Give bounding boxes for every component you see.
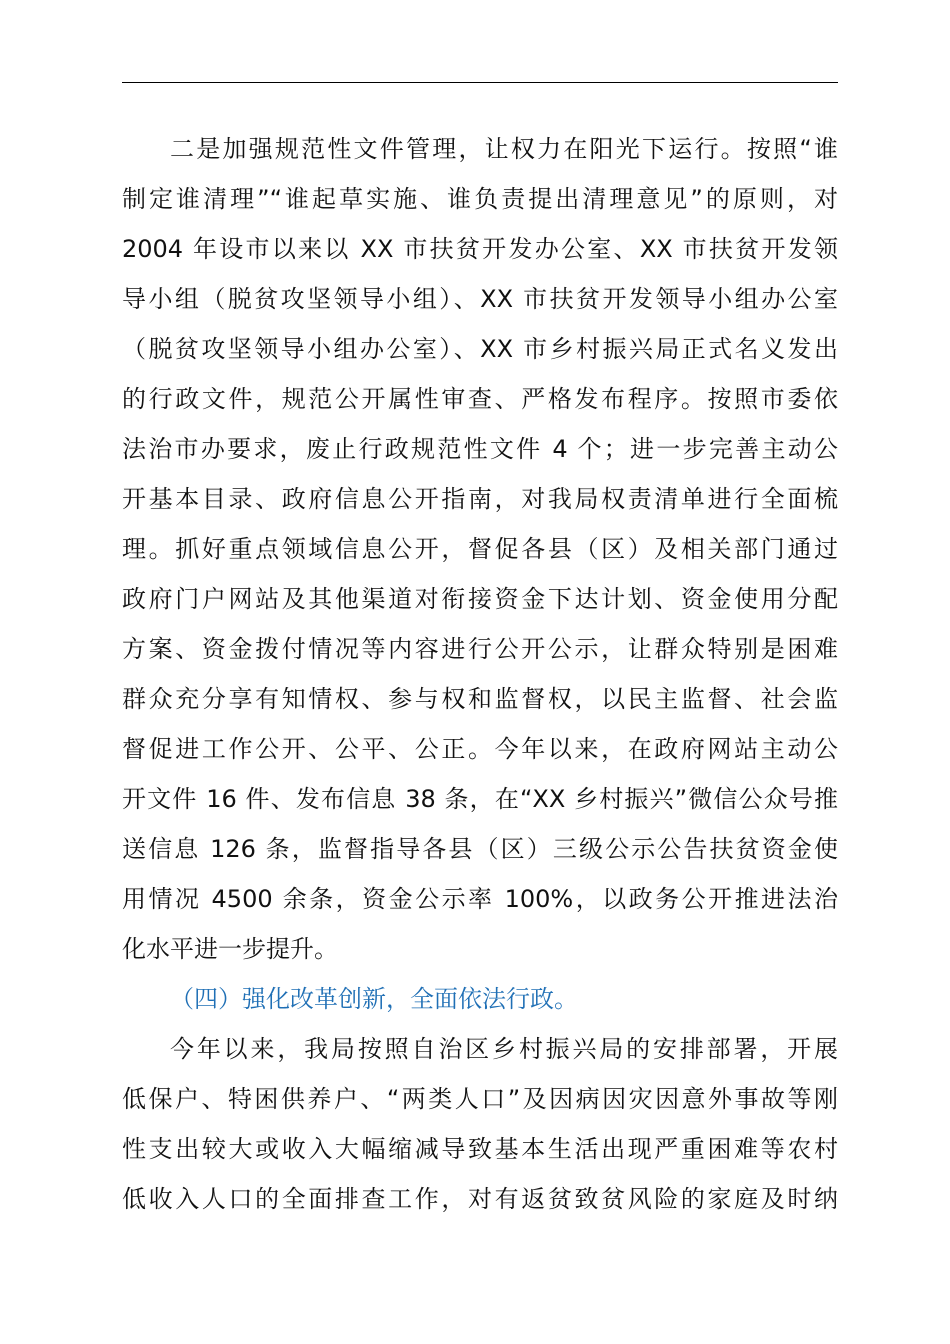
text-line: 性支出较大或收入大幅缩减导致基本生活出现严重困难等农村: [122, 1135, 838, 1163]
text-line: 的行政文件，规范公开属性审查、严格发布程序。按照市委依: [122, 385, 838, 413]
text-line: 导小组（脱贫攻坚领导小组）、XX 市扶贫开发领导小组办公室: [122, 285, 838, 313]
text-line: 送信息 126 条，监督指导各县（区）三级公示公告扶贫资金使: [122, 835, 838, 863]
text-line: 2004 年设市以来以 XX 市扶贫开发办公室、XX 市扶贫开发领: [122, 235, 838, 263]
text-line: 开基本目录、政府信息公开指南，对我局权责清单进行全面梳: [122, 485, 838, 513]
text-line: 今年以来，我局按照自治区乡村振兴局的安排部署，开展: [170, 1035, 838, 1063]
text-line: 方案、资金拨付情况等内容进行公开公示，让群众特别是困难: [122, 635, 838, 663]
text-line: 理。抓好重点领域信息公开，督促各县（区）及相关部门通过: [122, 535, 838, 563]
text-line: 政府门户网站及其他渠道对衔接资金下达计划、资金使用分配: [122, 585, 838, 613]
text-line: 开文件 16 件、发布信息 38 条，在“XX 乡村振兴”微信公众号推: [122, 785, 838, 813]
text-line: 低保户、特困供养户、“两类人口”及因病因灾因意外事故等刚: [122, 1085, 838, 1113]
text-line: 制定谁清理”“谁起草实施、谁负责提出清理意见”的原则，对: [122, 185, 838, 213]
text-line: 化水平进一步提升。: [122, 935, 338, 963]
paragraph: [122, 124, 838, 974]
text-line: 督促进工作公开、公平、公正。今年以来，在政府网站主动公: [122, 735, 838, 763]
text-line: 用情况 4500 余条，资金公示率 100%，以政务公开推进法治: [122, 885, 838, 913]
document-body: [122, 124, 838, 1224]
text-line: （脱贫攻坚领导小组办公室）、XX 市乡村振兴局正式名义发出: [122, 335, 838, 363]
text-line: 低收入人口的全面排查工作，对有返贫致贫风险的家庭及时纳: [122, 1185, 838, 1213]
header-rule: [122, 82, 838, 83]
section-heading: （四）强化改革创新，全面依法行政。: [170, 985, 578, 1013]
text-line: 群众充分享有知情权、参与权和监督权，以民主监督、社会监: [122, 685, 838, 713]
text-line: 法治市办要求，废止行政规范性文件 4 个；进一步完善主动公: [122, 435, 838, 463]
paragraph: [122, 1024, 838, 1224]
text-line: 二是加强规范性文件管理，让权力在阳光下运行。按照“谁: [170, 135, 838, 163]
